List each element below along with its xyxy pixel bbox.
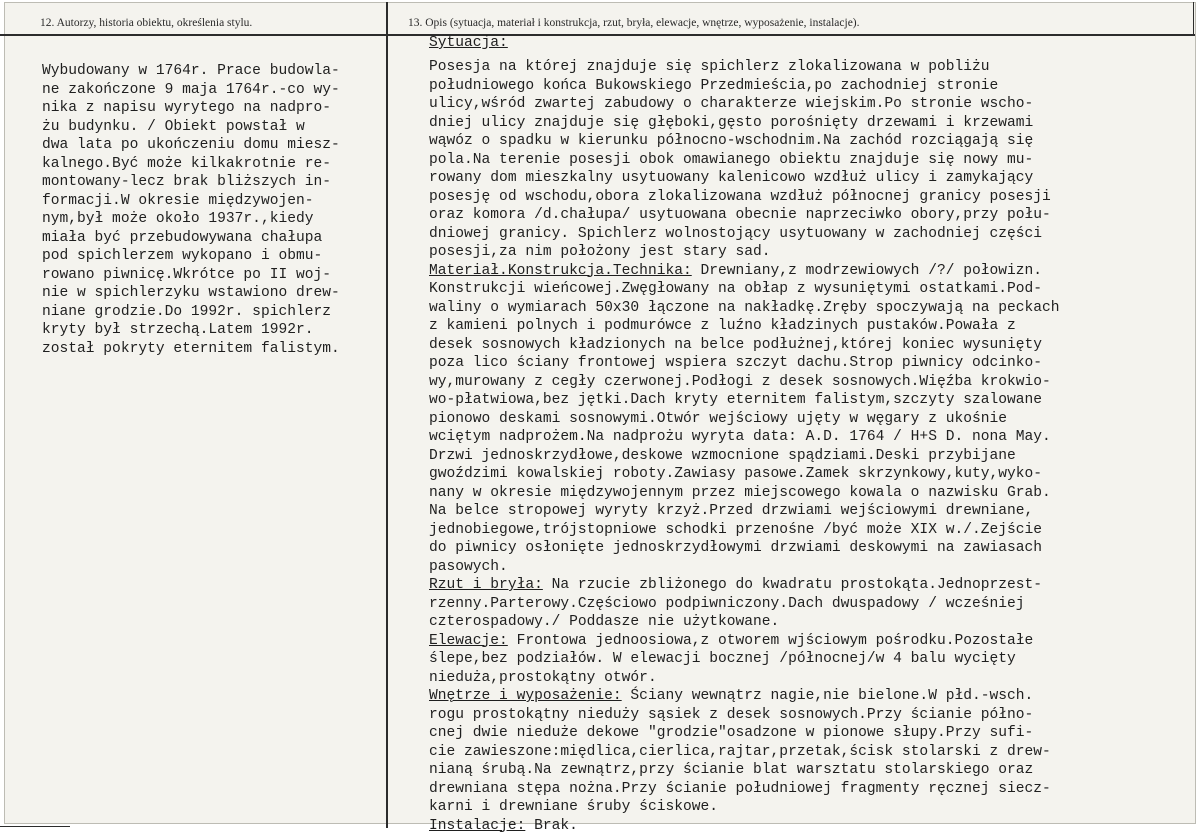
description-line-text: rzenny.Parterowy.Częściowo podpiwniczony.Dach dwuspadowy / wcześniej bbox=[429, 596, 1025, 612]
description-line-text: Ściany wewnątrz nagie,nie bielone.W płd.-wsch. bbox=[622, 688, 1034, 704]
description-line bbox=[429, 558, 1060, 577]
description-line bbox=[429, 373, 1060, 392]
history-line: został pokryty eternitem falistym. bbox=[42, 340, 340, 359]
description-line bbox=[429, 206, 1060, 225]
description-line bbox=[429, 761, 1060, 780]
history-line: Wybudowany w 1764r. Prace budowla- bbox=[42, 62, 340, 81]
description-line bbox=[429, 114, 1060, 133]
description-line-text: nianą śrubą.Na zewnątrz,przy ścianie blat warsztatu stolarskiego oraz bbox=[429, 762, 1033, 778]
history-line: formacji.W okresie międzywojen- bbox=[42, 192, 340, 211]
description-line bbox=[429, 58, 1060, 77]
description-line-text: oraz komora /d.chałupa/ usytuowana obecnie naprzeciwko obory,przy połu- bbox=[429, 207, 1051, 223]
description-line bbox=[429, 262, 1060, 281]
field-12-header: 12. Autorzy, historia obiektu, określenia stylu. bbox=[40, 17, 252, 29]
description-line-text: desek sosnowych kładzionych na belce podłużnej,której koniec wysunięty bbox=[429, 337, 1042, 353]
description-line-text: Konstrukcji wieńcowej.Zwęgłowany na obłap z wysuniętymi ostatkami.Pod- bbox=[429, 281, 1042, 297]
section-heading: Wnętrze i wyposażenie: bbox=[429, 688, 622, 704]
description-line bbox=[429, 391, 1060, 410]
description-line-text: nany w okresie międzywojennym przez miejscowego kowala o nazwisku Grab. bbox=[429, 485, 1051, 501]
section-heading: Instalacje: bbox=[429, 818, 525, 834]
description-line-text: pola.Na terenie posesji obok omawianego obiektu znajduje się nowy mu- bbox=[429, 152, 1033, 168]
description-line bbox=[429, 595, 1060, 614]
description-line bbox=[429, 576, 1060, 595]
description-line-text: Brak. bbox=[525, 818, 578, 834]
bottom-left-line bbox=[0, 826, 70, 827]
description-line bbox=[429, 77, 1060, 96]
right-edge-line bbox=[1193, 2, 1194, 36]
description-line bbox=[429, 687, 1060, 706]
description-line-text: Frontowa jednoosiowa,z otworem wjściowym pośrodku.Pozostałe bbox=[508, 633, 1033, 649]
description-line-text: waliny o wymiarach 50x30 łączone na nakładkę.Zręby spoczywają na peckach bbox=[429, 300, 1060, 316]
description-line bbox=[429, 632, 1060, 651]
description-line-text: cnej dwie nieduże dekowe "grodzie"osadzone w pionowe słupy.Przy sufi- bbox=[429, 725, 1033, 741]
section-heading: Rzut i bryła: bbox=[429, 577, 543, 593]
description-line-text: pionowo deskami sosnowymi.Otwór wejściowy ujęty w węgary z ukośnie bbox=[429, 411, 1007, 427]
history-line: nie w spichlerzyku wstawiono drew- bbox=[42, 284, 340, 303]
description-line-text: drewniana stępa nożna.Przy ścianie południowej fragmenty ręcznej siecz- bbox=[429, 781, 1051, 797]
description-line bbox=[429, 132, 1060, 151]
description-line-text: cie zawieszone:międlica,cierlica,rajtar,przetak,ścisk stolarski z drew- bbox=[429, 744, 1051, 760]
description-line bbox=[429, 151, 1060, 170]
history-line: montowany-lecz brak bliższych in- bbox=[42, 173, 340, 192]
description-line-text: ślepe,bez podziałów. W elewacji bocznej /północnej/w 4 balu wycięty bbox=[429, 651, 1016, 667]
description-line-text: dniowej granicy. Spichlerz wolnostojący usytuowany w zachodniej części bbox=[429, 226, 1042, 242]
description-line-text: czterospadowy./ Poddasze nie użytkowane. bbox=[429, 614, 779, 630]
description-line bbox=[429, 502, 1060, 521]
description-line bbox=[429, 447, 1060, 466]
description-line-text: Drewniany,z modrzewiowych /?/ połowizn. bbox=[692, 263, 1042, 279]
history-line: kalnego.Być może kilkakrotnie re- bbox=[42, 155, 340, 174]
description-line-text: z kamieni polnych i podmurówce z luźno kładzinych pustaków.Powała z bbox=[429, 318, 1016, 334]
history-line: ne zakończone 9 maja 1764r.-co wy- bbox=[42, 81, 340, 100]
history-line: nym,był może około 1937r.,kiedy bbox=[42, 210, 340, 229]
description-line bbox=[429, 354, 1060, 373]
description-line bbox=[429, 336, 1060, 355]
description-line-text: nieduża,prostokątny otwór. bbox=[429, 670, 657, 686]
description-line-text: Na belce stropowej wyryty krzyż.Przed drzwiami wejściowymi drewniane, bbox=[429, 503, 1033, 519]
description-line-text: ulicy,wśród zwartej zabudowy o charakterze wiejskim.Po stronie wscho- bbox=[429, 96, 1033, 112]
description-line bbox=[429, 465, 1060, 484]
description-line-text: poza lico ściany frontowej wspiera szczyt dachu.Strop piwnicy odcinko- bbox=[429, 355, 1042, 371]
description-line-text: wy,murowany z cegły czerwonej.Podłogi z desek sosnowych.Więźba krokwio- bbox=[429, 374, 1051, 390]
history-line: pod spichlerzem wykopano i obmu- bbox=[42, 247, 340, 266]
description-line-text: pasowych. bbox=[429, 559, 508, 575]
column-divider bbox=[386, 2, 388, 828]
description-line bbox=[429, 317, 1060, 336]
description-line bbox=[429, 539, 1060, 558]
description-text bbox=[429, 58, 1060, 835]
description-line bbox=[429, 410, 1060, 429]
description-line bbox=[429, 743, 1060, 762]
history-line: kryty był strzechą.Latem 1992r. bbox=[42, 321, 340, 340]
description-line bbox=[429, 428, 1060, 447]
history-line: rowano piwnicę.Wkrótce po II woj- bbox=[42, 266, 340, 285]
history-line: żu budynku. / Obiekt powstał w bbox=[42, 118, 340, 137]
description-line bbox=[429, 706, 1060, 725]
history-line: nika z napisu wyrytego na nadpro- bbox=[42, 99, 340, 118]
description-line-text: wąwóz o spadku w kierunku północno-wschodnim.Na zachód rozciągają się bbox=[429, 133, 1033, 149]
section-heading-sytuacja: Sytuacja: bbox=[429, 35, 508, 51]
field-13-header: 13. Opis (sytuacja, materiał i konstrukcja, rzut, bryła, elewacje, wnętrze, wyposażenie, instalacje). bbox=[408, 17, 860, 29]
description-line bbox=[429, 669, 1060, 688]
description-line bbox=[429, 188, 1060, 207]
description-line-text: jednobiegowe,trójstopniowe schodki przenośne /być może XIX w./.Zejście bbox=[429, 522, 1042, 538]
section-heading: Materiał.Konstrukcja.Technika: bbox=[429, 263, 692, 279]
description-line bbox=[429, 521, 1060, 540]
description-line-text: dniej ulicy znajduje się głęboki,gęsto porośnięty drzewami i krzewami bbox=[429, 115, 1033, 131]
description-line-text: posesji,za nim położony jest stary sad. bbox=[429, 244, 771, 260]
description-line bbox=[429, 225, 1060, 244]
history-line: niane grodzie.Do 1992r. spichlerz bbox=[42, 303, 340, 322]
description-line-text: rowany dom mieszkalny usytuowany kalenicowo wzdłuż ulicy i zamykający bbox=[429, 170, 1033, 186]
history-text bbox=[42, 62, 340, 358]
description-line bbox=[429, 650, 1060, 669]
description-line-text: gwoździmi kowalskiej roboty.Zawiasy pasowe.Zamek skrzynkowy,kuty,wyko- bbox=[429, 466, 1042, 482]
description-line bbox=[429, 817, 1060, 835]
description-line-text: wo-płatwiowa,bez jętki.Dach kryty eternitem falistym,szczyty szalowane bbox=[429, 392, 1042, 408]
description-line bbox=[429, 780, 1060, 799]
header-divider bbox=[0, 34, 1195, 36]
description-line bbox=[429, 169, 1060, 188]
description-line bbox=[429, 95, 1060, 114]
description-line-text: do piwnicy osłonięte jednoskrzydłowymi drzwiami deskowymi na zawiasach bbox=[429, 540, 1042, 556]
description-line bbox=[429, 299, 1060, 318]
description-line bbox=[429, 798, 1060, 817]
description-line-text: karni i drewniane śruby ściskowe. bbox=[429, 799, 718, 815]
description-line-text: Na rzucie zbliżonego do kwadratu prostokąta.Jednoprzest- bbox=[543, 577, 1042, 593]
description-line-text: Posesja na której znajduje się spichlerz zlokalizowana w pobliżu bbox=[429, 59, 990, 75]
description-line bbox=[429, 484, 1060, 503]
description-line-text: posesję od wschodu,obora zlokalizowana wzdłuż północnej granicy posesji bbox=[429, 189, 1051, 205]
description-line bbox=[429, 613, 1060, 632]
description-line bbox=[429, 243, 1060, 262]
description-line-text: Drzwi jednoskrzydłowe,deskowe wzmocnione spądziami.Deski przybijane bbox=[429, 448, 1016, 464]
description-line-text: południowego końca Bukowskiego Przedmieścia,po zachodniej stronie bbox=[429, 78, 998, 94]
description-line-text: rogu prostokątny nieduży sąsiek z desek sosnowych.Przy ścianie półno- bbox=[429, 707, 1033, 723]
description-line-text: wciętym nadprożem.Na nadprożu wyryta data: A.D. 1764 / H+S D. nona May. bbox=[429, 429, 1051, 445]
description-line bbox=[429, 724, 1060, 743]
history-line: miała być przebudowywana chałupa bbox=[42, 229, 340, 248]
history-line: dwa lata po ukończeniu domu miesz- bbox=[42, 136, 340, 155]
description-line bbox=[429, 280, 1060, 299]
section-heading: Elewacje: bbox=[429, 633, 508, 649]
